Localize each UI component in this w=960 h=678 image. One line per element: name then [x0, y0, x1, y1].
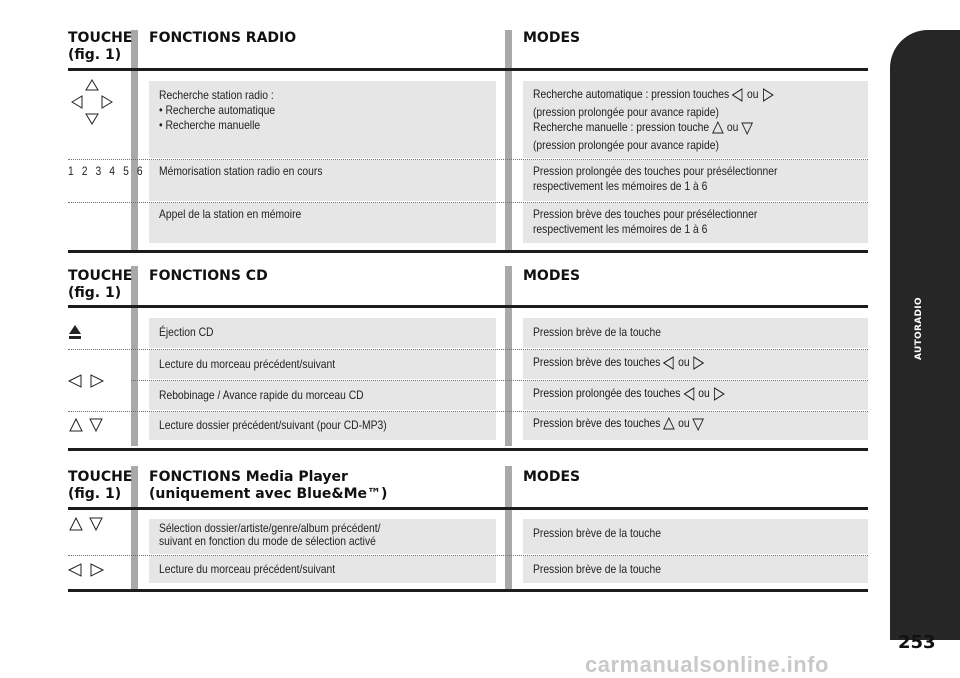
function-text: Recherche station radio : • Recherche automatique • Recherche manuelle — [159, 88, 276, 132]
up-down-arrows-icon — [68, 417, 104, 433]
section-rule — [68, 507, 868, 510]
section-rule — [68, 589, 868, 592]
eject-icon — [68, 324, 82, 340]
preset-keys: 1 2 3 4 5 6 — [68, 164, 146, 178]
column-divider — [505, 466, 512, 592]
mode-text: (pression prolongée pour avance rapide) — [533, 105, 719, 119]
header-touche: TOUCHE (fig. 1) — [68, 469, 133, 502]
column-divider — [505, 266, 512, 446]
mode-text-part: Recherche manuelle : pression touche — [533, 120, 710, 134]
header-fonctions-media: FONCTIONS Media Player (uniquement avec Blue&Me™) — [149, 469, 388, 502]
header-modes: MODES — [523, 268, 581, 284]
function-text: Sélection dossier/artiste/genre/album précédent/ suivant en fonction du mode de sélection activé — [159, 521, 381, 548]
column-divider — [505, 30, 512, 252]
row-divider — [68, 202, 868, 203]
down-arrow-icon — [693, 417, 705, 431]
mode-text — [533, 87, 773, 102]
mode-text — [533, 355, 705, 370]
function-text: Mémorisation station radio en cours — [159, 164, 323, 178]
mode-text: Pression prolongée des touches pour présélectionner respectivement les mémoires de 1 à 6 — [533, 164, 778, 193]
header-modes: MODES — [523, 469, 581, 485]
side-tab-label: AUTORADIO — [914, 297, 924, 360]
left-arrow-icon — [683, 387, 695, 401]
header-touche: TOUCHE (fig. 1) — [68, 268, 133, 301]
side-tab — [890, 30, 960, 640]
function-text: Rebobinage / Avance rapide du morceau CD — [159, 388, 364, 402]
mode-text: (pression prolongée pour avance rapide) — [533, 138, 719, 152]
mode-text: Pression brève de la touche — [533, 562, 661, 576]
mode-text-part: Pression prolongée des touches — [533, 386, 681, 400]
mode-text — [533, 416, 705, 431]
up-arrow-icon — [663, 417, 675, 431]
header-fonctions-cd: FONCTIONS CD — [149, 268, 268, 284]
section-rule — [68, 448, 868, 451]
left-right-arrows-icon — [68, 562, 104, 578]
right-arrow-icon — [693, 356, 705, 370]
right-arrow-icon — [713, 387, 725, 401]
section-rule — [68, 68, 868, 71]
mode-text-part: ou — [698, 386, 710, 400]
mode-text: Pression brève des touches pour présélectionner respectivement les mémoires de 1 à 6 — [533, 207, 758, 236]
mode-text — [533, 120, 753, 135]
section-rule — [68, 250, 868, 253]
row-divider — [68, 555, 868, 556]
mode-text-part: ou — [726, 120, 739, 134]
row-divider — [68, 349, 868, 350]
mode-text — [533, 386, 725, 401]
up-arrow-icon — [712, 121, 724, 135]
header-modes: MODES — [523, 30, 581, 46]
function-text: Appel de la station en mémoire — [159, 207, 302, 221]
page-number: 253 — [898, 632, 936, 653]
left-arrow-icon — [663, 356, 675, 370]
header-fonctions-radio: FONCTIONS RADIO — [149, 30, 297, 46]
mode-text-part: ou — [678, 416, 690, 430]
mode-text-part: ou — [746, 87, 759, 101]
row-divider — [68, 159, 868, 160]
mode-text: Pression brève de la touche — [533, 526, 661, 540]
mode-text-part: Pression brève des touches — [533, 416, 661, 430]
header-touche: TOUCHE (fig. 1) — [68, 30, 133, 63]
left-arrow-icon — [732, 88, 744, 102]
row-divider — [131, 380, 868, 381]
mode-text: Pression brève de la touche — [533, 325, 661, 339]
function-text: Lecture du morceau précédent/suivant — [159, 357, 336, 371]
function-text: Lecture dossier précédent/suivant (pour CD-MP3) — [159, 418, 387, 432]
row-divider — [68, 411, 868, 412]
mode-text-part: Recherche automatique : pression touches — [533, 87, 730, 101]
mode-text-part: Pression brève des touches — [533, 355, 661, 369]
function-text: Lecture du morceau précédent/suivant — [159, 562, 336, 576]
down-arrow-icon — [741, 121, 753, 135]
right-arrow-icon — [761, 88, 773, 102]
left-right-arrows-icon — [68, 373, 104, 389]
watermark: carmanualsonline.info — [585, 652, 829, 677]
section-rule — [68, 305, 868, 308]
up-down-arrows-icon — [68, 516, 104, 532]
function-text: Éjection CD — [159, 325, 214, 339]
mode-text-part: ou — [678, 355, 690, 369]
four-way-arrows-icon — [70, 78, 114, 126]
